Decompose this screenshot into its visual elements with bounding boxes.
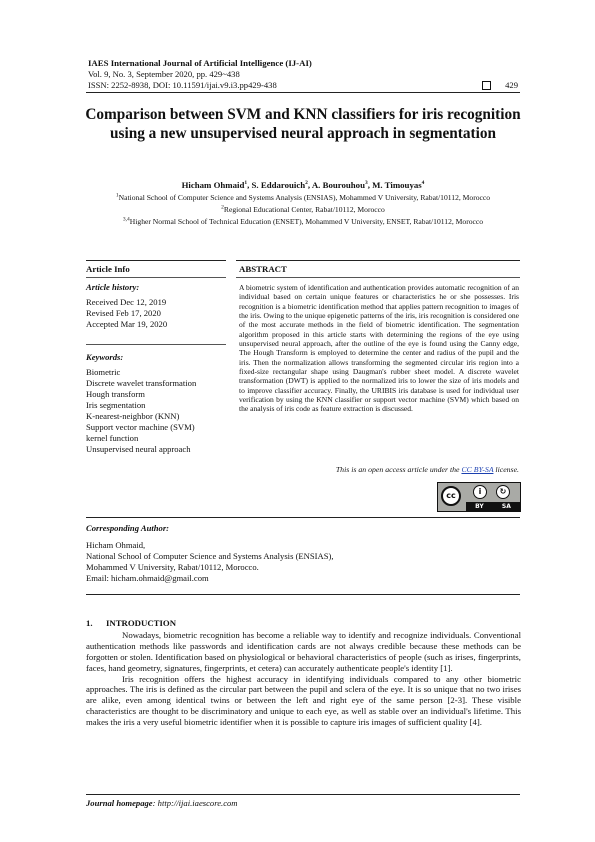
abstract-rule — [236, 277, 520, 278]
corresponding-author — [86, 523, 516, 584]
keyword: Discrete wavelet transformation — [86, 378, 197, 388]
paper-title: Comparison between SVM and KNN classifiers for iris recognition using a new unsupervised neural approach in segmentation — [85, 106, 521, 142]
article-info-rule — [86, 277, 226, 278]
square-icon — [482, 81, 491, 90]
author: A. Bourouhou$^3$, — [311, 180, 373, 190]
corresponding-institution: National School of Computer Science and Systems Analysis (ENSIAS), — [86, 551, 334, 561]
keyword: kernel function — [86, 433, 139, 443]
affiliation: $^1$National School of Computer Science and Systems Analysis (ENSIAS), Mohammed V University, Rabat/10112, Morocco — [115, 192, 491, 202]
corresponding-top-rule — [86, 517, 520, 518]
keyword: Support vector machine (SVM) — [86, 422, 195, 432]
corresponding-label: Corresponding Author: — [86, 523, 170, 533]
abstract-heading: ABSTRACT — [239, 264, 287, 274]
footer-rule — [86, 794, 520, 795]
journal-footer: Journal homepage: http://ijai.iaescore.com — [86, 798, 238, 808]
author: M. Timouyas$^4$ — [372, 180, 425, 190]
article-history — [86, 282, 236, 330]
history-accepted: Accepted Mar 19, 2020 — [86, 319, 168, 329]
introduction-section — [86, 618, 521, 728]
history-received: Received Dec 12, 2019 — [86, 297, 167, 307]
article-info-heading: Article Info — [86, 264, 130, 274]
author: Hicham Ohmaid$^1$, — [181, 180, 252, 190]
open-access-note: This is an open access article under the CC BY-SA license. — [335, 465, 519, 474]
abstract-top-rule — [236, 260, 520, 261]
badge-label-strip: BY SA — [466, 502, 520, 511]
keywords-rule — [86, 344, 226, 345]
affiliation: $^{3,4}$Higher Normal School of Technical Education (ENSET), Mohammed V University, ENSET, Rabat/10112, Morocco — [122, 216, 484, 226]
journal-name: IAES International Journal of Artificial Intelligence (IJ-AI) — [88, 58, 312, 68]
author: S. Eddarouich$^2$, — [251, 180, 312, 190]
intro-paragraph: Nowadays, biometric recognition has become a reliable way to identify and recognize individuals. Conventional authentication methods like passwords and identification cards are not always credible because these methods can be forgotten or stolen. Identification based on physiological or behavioral characteristics of people (such as irises, fingerprints, faces, hand geometry, signatures, fingerprints, et cetera) can accurately authenticate people's identity [1]. — [86, 629, 521, 673]
section-heading: 1. INTRODUCTION — [86, 618, 177, 628]
keyword: Unsupervised neural approach — [86, 444, 191, 454]
corresponding-bottom-rule — [86, 594, 520, 595]
header-rule — [86, 92, 520, 93]
article-info-top-rule — [86, 260, 226, 261]
keyword: K-nearest-neighbor (KNN) — [86, 411, 180, 421]
cc-by-sa-badge[interactable] — [437, 482, 521, 512]
intro-paragraph: Iris recognition offers the highest accuracy in identifying individuals compared to any other biometric approaches. The iris is defined as the circular part between the pupil and sclera of the eye. It is so unique that no two irises are alike, even among identical twins or between the left and right eye of the same person [2-3]. These visible characteristics are thought to be discriminatory and unique to each eye, as well as stable over an individual's lifetime. This makes the iris a very useful biometric identifier when it is possible to capture iris images of sufficient quality [4]. — [86, 673, 521, 728]
keywords-label: Keywords: — [86, 352, 124, 362]
history-label: Article history: — [86, 282, 140, 292]
author-list — [80, 180, 526, 190]
person-icon: i — [473, 485, 487, 499]
cc-icon: cc — [441, 486, 461, 506]
share-alike-icon: ↻ — [496, 485, 510, 499]
corresponding-name: Hicham Ohmaid, — [86, 540, 146, 550]
abstract-text: A biometric system of identification and authentication provides automatic recognition of an individual based on certain unique features or characteristics he or she possesses. Iris recognition is a biometric identification method that applies pattern recognition to images of the iris. Owing to the unique epigenetic patterns of the iris, iris recognition is considered one of the most accurate methods in the field of biometric identification. The segmentation algorithm proposed in this article starts with determining the regions of the eye using unsupervised neural approach, after the outline of the eye is found using the Canny edge, The Hough Transform is employed to determine the center and radius of the pupil and the iris. Then the normalization allows transforming the segmented circular iris region into a fixed-size rectangular shape using Daugman's rubber sheet model. A discrete wavelet transformation (DWT) is applied to the normalized iris to lower the size of iris models and to improve classifier accuracy. Finally, the URIBIS iris database is used for individual user verification by using the KNN classifier or support vector machine (SVM) which based on the analysis of iris code as feature extraction is discussed. — [239, 283, 519, 414]
journal-header — [88, 58, 518, 91]
journal-volume: Vol. 9, No. 3, September 2020, pp. 429~438 — [88, 69, 240, 79]
corresponding-address: Mohammed V University, Rabat/10112, Morocco. — [86, 562, 259, 572]
keywords-section — [86, 352, 236, 455]
affiliation: $^2$Regional Educational Center, Rabat/10112, Morocco — [221, 204, 385, 214]
affiliations — [80, 193, 526, 229]
keyword: Hough transform — [86, 389, 145, 399]
history-revised: Revised Feb 17, 2020 — [86, 308, 161, 318]
corresponding-email: Email: hicham.ohmaid@gmail.com — [86, 573, 209, 583]
license-link[interactable]: CC BY-SA — [461, 465, 494, 474]
keyword: Biometric — [86, 367, 121, 377]
journal-issn-doi: ISSN: 2252-8938, DOI: 10.11591/ijai.v9.i3.pp429-438 — [88, 80, 277, 90]
homepage-link[interactable]: http://ijai.iaescore.com — [157, 798, 238, 808]
keyword: Iris segmentation — [86, 400, 146, 410]
page-number: 429 — [505, 80, 518, 90]
